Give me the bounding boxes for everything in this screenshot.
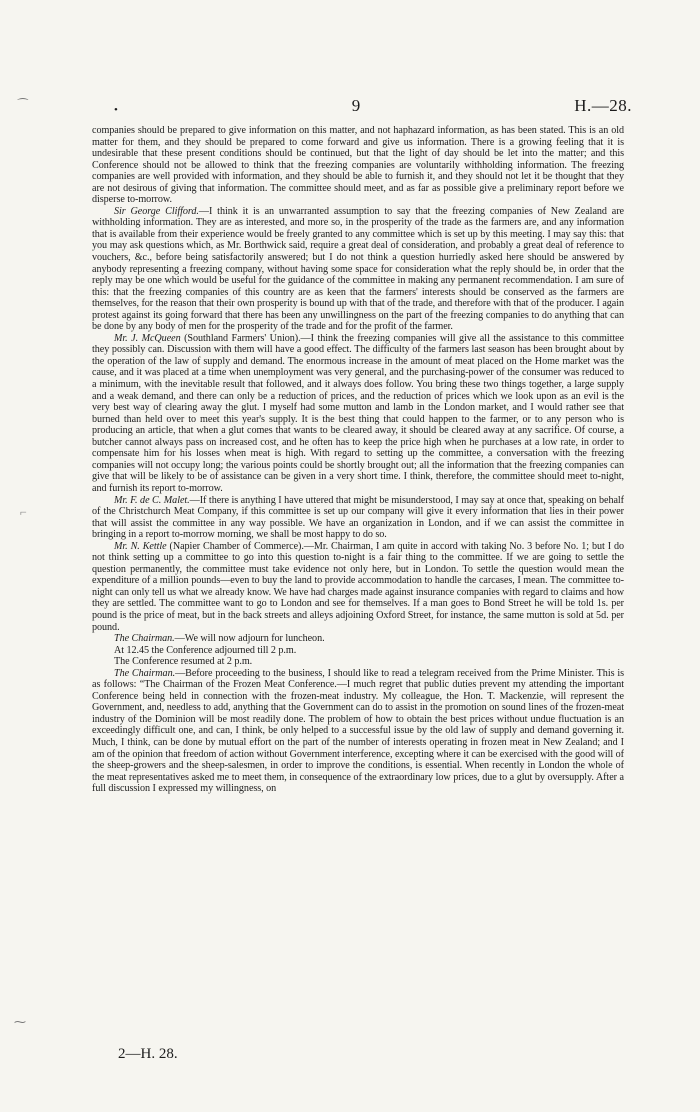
paragraph bbox=[92, 656, 624, 668]
paragraph bbox=[92, 495, 624, 541]
paragraph bbox=[92, 645, 624, 657]
paragraph-text: The Conference resumed at 2 p.m. bbox=[114, 656, 253, 668]
paragraph-text: (Napier Chamber of Commerce).—Mr. Chairman, I am quite in accord with taking No. 3 before No. 1; but I do not think setting up a committee to go into this question to-night is a fair thing to the committee. If we are going to settle the question permanently, the committee must take evidence not only here, but in London. To settle the question would mean the expenditure of a million pounds—even to buy the land to provide accommodation to handle the carcases, I mean. The committee to-night can only tell us what we already know. We have had charges made against insurance companies with regard to claims and how they are settled. The committee want to go to London and see for themselves. If a man goes to Bond Street he will be told 1s. per pound is the price of meat, but in the back streets and alleys adjoining Oxford Street, for instance, the same mutton is sold at 5d. per pound. bbox=[92, 540, 624, 633]
speaker-name: Mr. N. Kettle bbox=[114, 540, 167, 552]
speaker-name: Sir George Clifford. bbox=[114, 205, 199, 217]
paragraph-text: (Southland Farmers' Union).—I think the freezing companies will give all the assistance to this committee they possibly can. Discussion with them will have a good effect. The difficulty of the farmers last season has been brought about by the operation of the law of supply and demand. The enormous increase in the amount of meat placed on the Home market was the cause, and it was placed at a time when unemployment was very general, and the purchasing-power of the consumer was reduced to a minimum, with the inevitable result that followed, and it always does follow. You bring these two things together, a large supply and a weak demand, and there can only be a reduction of prices, and the reduction of prices which we look upon as an evil is the very best way of clearing away the glut. I myself had some mutton and lamb in the London market, and I would rather see that burned than held over to meet this year's supply. It is the best thing that could happen to the farmer, or to any person who is producing an article, that when a glut comes that wants to be cleared away, it should be cleared away at any sacrifice. Of course, a butcher cannot always pass on increased cost, and he often has to keep the price high when he purchases at a low rate, in order to compensate him for his losses when meat is high. With regard to setting up the committee, a conversation with the freezing companies will not occupy long; the various points could be shortly brought out; all the information that the freezing companies can give that will be likely to be of assistance can be given in a very short time. I think, therefore, the committee should meet to-night, and furnish its report to-morrow. bbox=[92, 332, 624, 494]
document-reference: H.—28. bbox=[574, 96, 632, 115]
speaker-name: The Chairman. bbox=[114, 667, 176, 679]
paragraph bbox=[92, 333, 624, 495]
page-signature: 2—H. 28. bbox=[118, 1046, 178, 1062]
paragraph bbox=[92, 668, 624, 795]
margin-mark: ⁀ bbox=[18, 98, 28, 112]
page-header bbox=[86, 96, 632, 120]
paragraph bbox=[92, 541, 624, 633]
speaker-name: Mr. J. McQueen bbox=[114, 332, 181, 344]
page-number: 9 bbox=[351, 96, 361, 115]
header-dot: • bbox=[114, 104, 118, 116]
paragraph-text: —We will now adjourn for luncheon. bbox=[174, 633, 325, 645]
document-body bbox=[92, 125, 624, 795]
paragraph bbox=[92, 633, 624, 645]
paragraph-text: —Before proceeding to the business, I should like to read a telegram received from the Prime Minister. This is as follows: “The Chairman of the Frozen Meat Conference.—I much regret that public duties prevent my attending the important Conference being held in connection with the frozen-meat industry. My colleague, the Hon. T. Mackenzie, will represent the Government, and, needless to add, anything that the Government can do to assist in the promotion on sound lines of the frozen-meat industry of the Dominion will be most readily done. The problem of how to obtain the best prices without undue fluctuation is an exceedingly difficult one, and can, I think, be only helped to a successful issue by the old law of supply and demand governing it. Much, I think, can be done by mutual effort on the part of the number of interests operating in frozen meat in New Zealand; and I am of the opinion that freedom of action without Government interference, excepting where it can be exercised with the good will of the sheep-growers and the sheep-salesmen, in order to improve the conditions, is essential. When recently in London the whole of the meat representatives asked me to meet them, in consequence of the extraordinary low prices, due to a glut by oversupply. After a full discussion I expressed my willingness, on bbox=[92, 667, 624, 795]
speaker-name: The Chairman. bbox=[114, 633, 175, 645]
paragraph-text: At 12.45 the Conference adjourned till 2 p.m. bbox=[114, 644, 297, 656]
paragraph-text: —I think it is an unwarranted assumption to say that the freezing companies of New Zealand are withholding information. They are as interested, and more so, in the prosperity of the trade as the farmers are, and any information that is available from their experience would be freely granted to any committee which is set up by this meeting. I may say this: that you may ask questions which, as Mr. Borthwick said, require a great deal of consideration, and probably a great deal of reference to vouchers, &c., before being satisfactorily answered; but I do not think a question hurriedly asked here should be answered by anybody representing a freezing company, without having some space for consideration what the reply should be, in order that the reply may be one which would be useful for the guidance of the committee in making any permanent recommendation. I am sure of this: that the freezing companies of this country are as keen that the farmers' interests should be conserved as the farmers are themselves, for the reason that their own prosperity is bound up with that of the trade, and therefore with that of the producer. I again protest against its going forward that there has been any unwillingness on the part of the freezing companies to do anything that can be done by any body of men for the prosperity of the trade and for the profit of the farmer. bbox=[92, 205, 624, 333]
paragraph-text: companies should be prepared to give information on this matter, and not haphazard information, as has been stated. This is an old matter for them, and they should be prepared to come forward and give us information. There is a growing feeling that it is undesirable that these present conditions should be continued, but that the light of day should be let into the matter; and this Conference should not be allowed to think that the freezing companies are voluntarily withholding information. The freezing companies are well provided with information, and they should be able to furnish it, and they should not let it be thought that they are not desirous of giving that information. The committee should meet, and as far as possible give a preliminary report before we disperse to-morrow. bbox=[92, 125, 624, 206]
paragraph bbox=[92, 125, 624, 206]
paragraph bbox=[92, 206, 624, 333]
margin-mark: ⁓ bbox=[14, 1015, 26, 1029]
paragraph-text: —If there is anything I have uttered that might be misunderstood, I may say at once that, speaking on behalf of the Christchurch Meat Company, if this committee is set up our company will give it every information that lies in their power that will assist the committee in any way possible. We have an organization in London, and if we can assist the committee in bringing in a report to-morrow morning, we shall be most happy to do so. bbox=[92, 494, 624, 541]
margin-mark: ⌐ bbox=[20, 505, 27, 519]
speaker-name: Mr. F. de C. Malet. bbox=[114, 494, 190, 506]
